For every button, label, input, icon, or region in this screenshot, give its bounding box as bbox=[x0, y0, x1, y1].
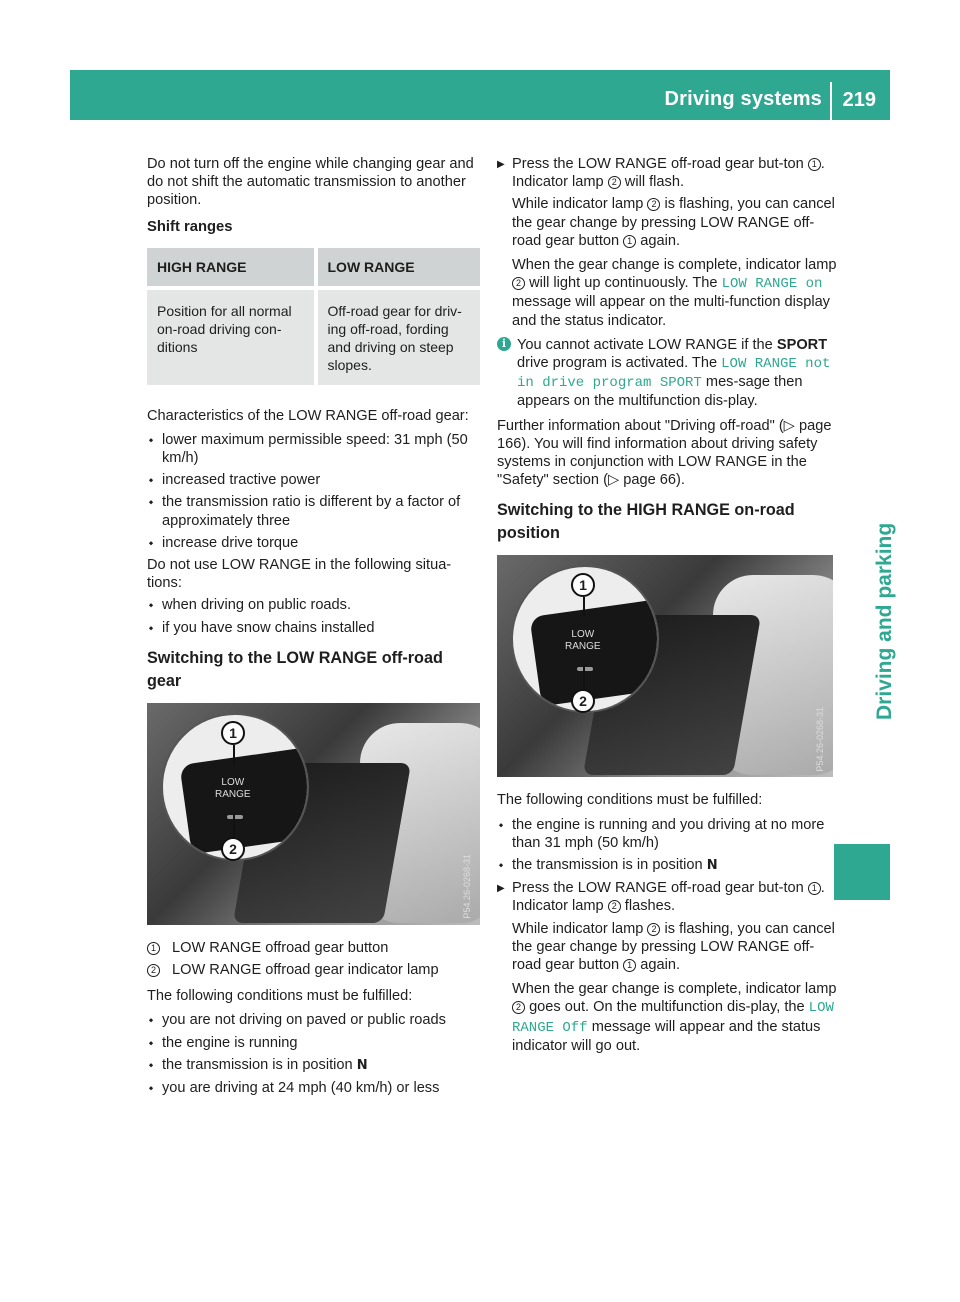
info-icon: i bbox=[497, 337, 511, 351]
high-range-photo bbox=[497, 555, 833, 777]
conditions-intro: The following conditions must be fulfilled: bbox=[147, 988, 413, 1005]
neutral-position-symbol: N bbox=[706, 858, 718, 874]
indicator-lamp-image bbox=[227, 815, 243, 819]
legend-number: 2 bbox=[147, 964, 160, 977]
flash-paragraph: While indicator lamp 2 is flashing, you can cancel the gear change by pressing LOW RANGE off-road gear button 1 again. bbox=[512, 920, 835, 974]
button-label-line1: LOW bbox=[221, 776, 245, 788]
display-message: LOW RANGE Off bbox=[512, 1000, 834, 1036]
characteristics-intro: Characteristics of the LOW RANGE off-road gear: bbox=[147, 407, 469, 424]
list-item: ▪ the engine is running bbox=[147, 1034, 480, 1052]
callout-1: 1 bbox=[571, 573, 595, 597]
shift-ranges-heading: Shift ranges bbox=[147, 218, 233, 235]
button-label-line2: RANGE bbox=[565, 641, 601, 653]
list-item: ▪ if you have snow chains installed bbox=[147, 619, 480, 637]
legend-number: 1 bbox=[147, 942, 160, 955]
list-item: ▪ the engine is running and you driving at no more than 31 mph (50 km/h) bbox=[497, 816, 837, 852]
conditions-list bbox=[147, 1011, 480, 1097]
legend-text: LOW RANGE offroad gear button bbox=[172, 939, 389, 956]
legend-item bbox=[147, 939, 480, 957]
button-label-line2: RANGE bbox=[215, 788, 251, 800]
page-number: 219 bbox=[842, 89, 876, 111]
conditions-intro: The following conditions must be fulfilled: bbox=[497, 792, 763, 809]
display-message: LOW RANGE on bbox=[721, 276, 823, 293]
shift-ranges-table bbox=[147, 248, 480, 385]
display-message: LOW RANGE not in drive program SPORT bbox=[517, 356, 831, 392]
header-bar bbox=[70, 70, 890, 120]
section-title: Driving systems bbox=[664, 88, 822, 110]
table-cell-low: Off-road gear for driv-ing off-road, fording and driving on steep slopes. bbox=[314, 286, 481, 385]
button-label-line1: LOW bbox=[571, 629, 595, 641]
list-item: ▪ the transmission ratio is different by a factor of approximately three bbox=[147, 493, 480, 529]
intro-paragraph: Do not turn off the engine while changing gear and do not shift the automatic transmission to another position. bbox=[147, 156, 474, 209]
figure-code: P54.26-0268-31 bbox=[814, 706, 825, 772]
do-not-use-list bbox=[147, 596, 480, 636]
high-range-heading: Switching to the HIGH RANGE on-road position bbox=[497, 501, 795, 543]
list-item: ▪ you are driving at 24 mph (40 km/h) or less bbox=[147, 1079, 480, 1097]
further-info-paragraph: Further information about "Driving off-road" (▷ page 166). You will find information about driving safety systems in conjunction with LOW RANGE in the "Safety" section (▷ page 66). bbox=[497, 417, 832, 489]
table-cell-high: Position for all normal on-road driving con-ditions bbox=[147, 286, 314, 385]
header-divider bbox=[830, 82, 832, 120]
list-item: ▪ increase drive torque bbox=[147, 534, 480, 552]
conditions-list bbox=[497, 816, 837, 876]
list-item: ▪ when driving on public roads. bbox=[147, 596, 480, 614]
table-header-high: HIGH RANGE bbox=[147, 248, 314, 286]
left-column bbox=[147, 155, 480, 1101]
callout-2: 2 bbox=[221, 837, 245, 861]
complete-paragraph: When the gear change is complete, indicator lamp 2 will light up continuously. The LOW RANGE on message will appear on the multi-function display and the status indicator. bbox=[512, 257, 837, 329]
complete-paragraph: When the gear change is complete, indicator lamp 2 goes out. On the multifunction dis-play, the LOW RANGE Off message will appear and the status indicator will go out. bbox=[512, 981, 837, 1054]
characteristics-list bbox=[147, 431, 480, 552]
list-item: ▪ the transmission is in position N bbox=[147, 1056, 480, 1075]
chapter-marker bbox=[834, 844, 890, 900]
low-range-photo bbox=[147, 703, 480, 925]
chapter-tab bbox=[838, 160, 896, 820]
instruction-step: ▶ Press the LOW RANGE off-road gear but-ton 1 . Indicator lamp 2 flashes. bbox=[497, 879, 837, 915]
list-item: ▪ increased tractive power bbox=[147, 471, 480, 489]
list-item: ▪ the transmission is in position N bbox=[497, 856, 837, 875]
legend-text: LOW RANGE offroad gear indicator lamp bbox=[172, 962, 439, 979]
callout-2: 2 bbox=[571, 689, 595, 713]
figure-code: P54.26-0268-31 bbox=[461, 854, 472, 919]
flash-paragraph: While indicator lamp 2 is flashing, you can cancel the gear change by pressing LOW RANGE off-road gear button 1 again. bbox=[512, 196, 835, 249]
low-range-heading: Switching to the LOW RANGE off-road gear bbox=[147, 648, 443, 690]
instruction-step: ▶ Press the LOW RANGE off-road gear but-ton 1 . Indicator lamp 2 will flash. bbox=[497, 155, 837, 191]
info-note: i You cannot activate LOW RANGE if the SPORT drive program is activated. The LOW RANGE not in drive program SPORT mes-sage then appears on the multifunction dis-play. bbox=[497, 336, 837, 411]
indicator-lamp-image bbox=[577, 667, 593, 671]
table-header-low: LOW RANGE bbox=[314, 248, 481, 286]
legend-item bbox=[147, 961, 480, 979]
neutral-position-symbol: N bbox=[356, 1057, 368, 1073]
list-item: ▪ you are not driving on paved or public roads bbox=[147, 1011, 480, 1029]
callout-1: 1 bbox=[221, 721, 245, 745]
list-item: ▪ lower maximum permissible speed: 31 mph (50 km/h) bbox=[147, 431, 480, 467]
chapter-tab-label: Driving and parking bbox=[873, 522, 896, 720]
do-not-use-paragraph: Do not use LOW RANGE in the following situa-tions: bbox=[147, 557, 452, 592]
right-column bbox=[497, 155, 837, 1061]
